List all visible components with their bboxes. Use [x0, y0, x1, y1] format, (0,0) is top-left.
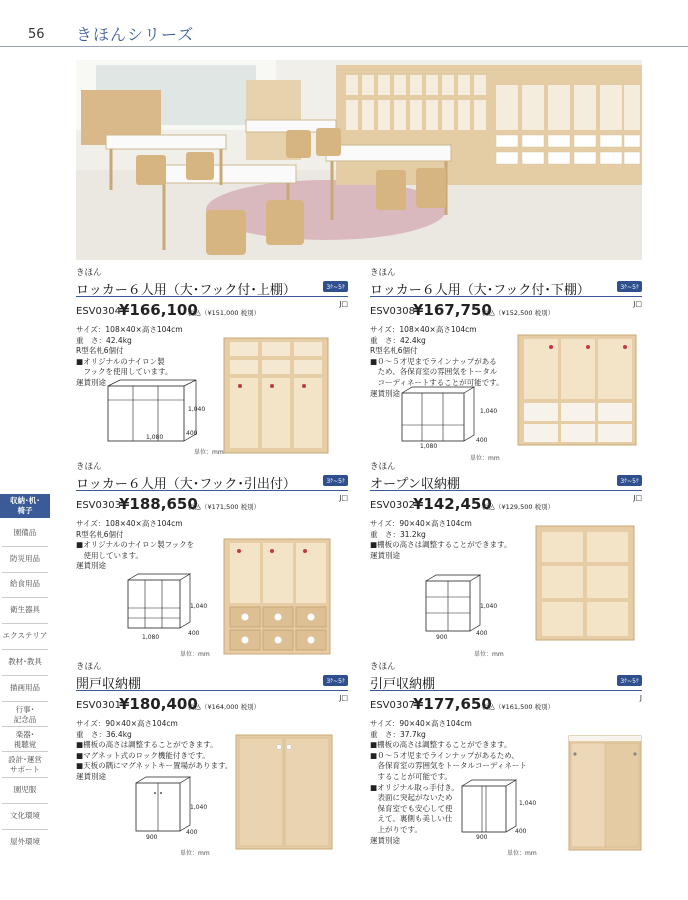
spec-line: コーディネートすることが可能です。	[370, 377, 504, 387]
shipping-badge: 3ｹ~5ｹ	[323, 281, 348, 292]
dim-height: 1,040	[519, 800, 537, 807]
sidebar-item-label: 給食用品	[10, 579, 40, 588]
spec-line: サイズ：90×40×高さ104cm	[370, 719, 472, 728]
product-code: ESV0308	[370, 306, 415, 317]
dim-depth: 400	[186, 430, 198, 437]
product-image-locker-bottom	[516, 333, 638, 448]
spec-line: フックを使用しています。	[76, 367, 173, 377]
j-mark: J□	[339, 694, 348, 702]
spec-line: サイズ：90×40×高さ104cm	[76, 719, 178, 728]
product-title: 開戸収納棚	[76, 677, 142, 692]
unit-note: 単位：mm	[470, 455, 500, 462]
spec-line: 運賃別途	[76, 377, 106, 387]
dimension-drawing	[424, 573, 486, 635]
dim-width: 900	[476, 834, 488, 841]
sidebar-item-label: 収納･机･ 椅子	[10, 496, 40, 515]
spec-line: サイズ：108×40×高さ104cm	[76, 519, 183, 528]
dim-width: 900	[436, 634, 448, 641]
spec-line: 表面に突起がないため	[370, 793, 453, 803]
j-mark: J□	[633, 300, 642, 308]
unit-note: 単位：mm	[474, 651, 504, 658]
sidebar-item-label: 園備品	[13, 528, 37, 537]
spec-line: ■マグネット式のロック機能付きです。	[76, 750, 210, 760]
product-title: オープン収納棚	[370, 477, 460, 492]
spec-line: サイズ：90×40×高さ104cm	[370, 519, 472, 528]
dim-depth: 400	[476, 437, 488, 444]
spec-line: ■オリジナル取っ手付き。	[370, 782, 459, 792]
shipping-badge: 3ｹ~5ｹ	[323, 675, 348, 686]
product-title: 引戸収納棚	[370, 677, 436, 692]
product-price: ¥142,450	[413, 495, 492, 513]
spec-line: ■棚板の高さは調整することができます。	[76, 740, 218, 750]
product-code: ESV0307	[370, 700, 415, 711]
dim-height: 1,040	[188, 406, 206, 413]
sidebar-item-storage[interactable]	[0, 494, 50, 518]
spec-line: 重 さ：37.7kg	[370, 729, 426, 739]
product-image-locker-drawer	[222, 537, 334, 657]
sidebar-item-equipment[interactable]	[0, 528, 50, 538]
tax-info: 税込（¥152,500 税別）	[482, 309, 555, 317]
sidebar-item-label: 描画用品	[10, 683, 40, 692]
spec-line: 保育室でも安心して使	[370, 803, 453, 813]
unit-note: 単位：mm	[180, 651, 210, 658]
sidebar-item-events[interactable]	[0, 705, 50, 725]
product-series: きほん	[76, 662, 102, 672]
sidebar-item-disaster[interactable]	[0, 554, 50, 564]
sidebar-item-label: 設計･運営 サポート	[8, 755, 42, 774]
j-mark: J	[639, 694, 642, 702]
spec-line: ■棚板の高さは調整することができます。	[370, 540, 512, 550]
spec-line: R型名札6個付	[76, 346, 124, 356]
sidebar-item-design[interactable]	[0, 755, 50, 775]
product-title: ロッカー６人用（大･フック付･上棚）	[76, 283, 296, 298]
spec-line: 運賃別途	[370, 550, 400, 560]
dim-depth: 400	[186, 829, 198, 836]
dim-depth: 400	[515, 828, 527, 835]
sidebar-item-culture[interactable]	[0, 811, 50, 821]
j-mark: J□	[339, 300, 348, 308]
spec-line: サイズ：108×40×高さ104cm	[370, 325, 477, 334]
tax-info: 税込（¥161,500 税別）	[482, 703, 555, 711]
shipping-badge: 3ｹ~5ｹ	[617, 675, 642, 686]
j-mark: J□	[633, 494, 642, 502]
spec-line: 運賃別途	[76, 561, 106, 571]
dim-width: 900	[146, 834, 158, 841]
spec-line: 上がりです。	[370, 824, 422, 834]
spec-line: 重 さ：31.2kg	[370, 529, 426, 539]
spec-line: することが可能です。	[370, 771, 452, 781]
dimension-drawing	[400, 385, 480, 447]
spec-line: ■０～５才児までラインナップがあるため、	[370, 750, 519, 760]
product-code: ESV0304	[76, 306, 121, 317]
sidebar-item-drawing[interactable]	[0, 683, 50, 693]
spec-line: 重 さ：42.4kg	[370, 335, 426, 345]
product-code: ESV0301	[76, 700, 121, 711]
dim-width: 1,080	[146, 434, 164, 441]
product-series: きほん	[370, 462, 396, 472]
spec-line: 重 さ：36.4kg	[76, 729, 132, 739]
dimension-drawing	[134, 775, 196, 835]
tax-info: 税込（¥164,000 税別）	[188, 703, 261, 711]
dim-height: 1,040	[480, 408, 498, 415]
sidebar-item-label: 防災用品	[10, 554, 40, 563]
sidebar-item-label: エクステリア	[2, 631, 48, 640]
spec-line: サイズ：108×40×高さ104cm	[76, 325, 183, 334]
spec-line: 運賃別途	[370, 388, 400, 398]
spec-line: 各保育室の雰囲気をトータルコーディネート	[370, 761, 527, 771]
product-price: ¥180,400	[119, 695, 198, 713]
unit-note: 単位：mm	[194, 449, 224, 456]
sidebar-item-uniform[interactable]	[0, 785, 50, 795]
spec-line: ■オリジナルのナイロン製	[76, 356, 165, 366]
sidebar-item-exterior[interactable]	[0, 631, 50, 641]
shipping-badge: 3ｹ~5ｹ	[617, 281, 642, 292]
product-price: ¥167,750	[413, 301, 492, 319]
spec-line: 使用しています。	[76, 550, 143, 560]
product-series: きほん	[76, 268, 102, 278]
product-series: きほん	[370, 268, 396, 278]
product-image-open-shelf	[534, 524, 638, 644]
product-price: ¥166,100	[119, 301, 198, 319]
unit-note: 単位：mm	[507, 850, 537, 857]
shipping-badge: 3ｹ~5ｹ	[617, 475, 642, 486]
dim-width: 1,080	[420, 443, 438, 450]
sidebar-item-meals[interactable]	[0, 579, 50, 589]
spec-line: ■棚板の高さは調整することができます。	[370, 740, 512, 750]
product-title: ロッカー６人用（大･フック付･下棚）	[370, 283, 590, 298]
series-title: きほんシリーズ	[76, 25, 195, 44]
product-price: ¥177,650	[413, 695, 492, 713]
sidebar-item-label: 園児服	[13, 785, 37, 794]
spec-line: R型名札6個付	[370, 346, 418, 356]
dim-height: 1,040	[190, 804, 208, 811]
tax-info: 税込（¥171,500 税別）	[188, 503, 261, 511]
sidebar-item-sanitary[interactable]	[0, 605, 50, 615]
sidebar-item-label: 屋外環境	[10, 837, 40, 846]
sidebar-item-label: 行事･ 記念品	[13, 705, 37, 724]
product-code: ESV0303	[76, 500, 121, 511]
product-price: ¥188,650	[119, 495, 198, 513]
dim-depth: 400	[188, 630, 200, 637]
sidebar-item-teaching[interactable]	[0, 657, 50, 667]
product-image-locker-top	[222, 336, 332, 456]
dim-width: 1,080	[142, 634, 160, 641]
unit-note: 単位：mm	[180, 850, 210, 857]
page-number: 56	[28, 27, 45, 42]
spec-line: ■天板の隅にマグネットキー置場があります。	[76, 761, 233, 771]
tax-info: 税込（¥151,000 税別）	[188, 309, 261, 317]
spec-line: ■オリジナルのナイロン製フックを	[76, 540, 195, 550]
spec-line: えて、裏側も美しい仕	[370, 814, 453, 824]
spec-line: ■０～５才児までラインナップがある	[370, 356, 497, 366]
tax-info: 税込（¥129,500 税別）	[482, 503, 555, 511]
spec-line: 運賃別途	[370, 835, 400, 845]
product-image-hinged-cabinet	[234, 733, 336, 853]
product-series: きほん	[370, 662, 396, 672]
dim-height: 1,040	[190, 603, 208, 610]
spec-line: 運賃別途	[76, 771, 106, 781]
dim-depth: 400	[476, 630, 488, 637]
sidebar-item-music[interactable]	[0, 730, 50, 750]
sidebar-item-label: 楽器･ 視聴覚	[13, 730, 37, 749]
product-image-sliding-cabinet	[567, 734, 643, 852]
sidebar-item-label: 教材･教具	[8, 657, 42, 666]
sidebar-item-outdoor[interactable]	[0, 837, 50, 847]
product-code: ESV0302	[370, 500, 415, 511]
dimension-drawing	[460, 778, 522, 838]
spec-line: 重 さ：42.4kg	[76, 335, 132, 345]
spec-line: ため、各保育室の雰囲気をトータル	[370, 367, 498, 377]
sidebar-item-label: 文化環境	[10, 811, 40, 820]
header-rule	[0, 46, 688, 47]
dim-height: 1,040	[480, 603, 498, 610]
sidebar-item-label: 衛生器具	[10, 605, 40, 614]
shipping-badge: 3ｹ~5ｹ	[323, 475, 348, 486]
j-mark: J□	[339, 494, 348, 502]
spec-line: R型名札6個付	[76, 529, 124, 539]
product-series: きほん	[76, 462, 102, 472]
dimension-drawing	[126, 572, 196, 634]
classroom-photo	[76, 60, 642, 260]
product-title: ロッカー６人用（大･フック･引出付）	[76, 477, 296, 492]
